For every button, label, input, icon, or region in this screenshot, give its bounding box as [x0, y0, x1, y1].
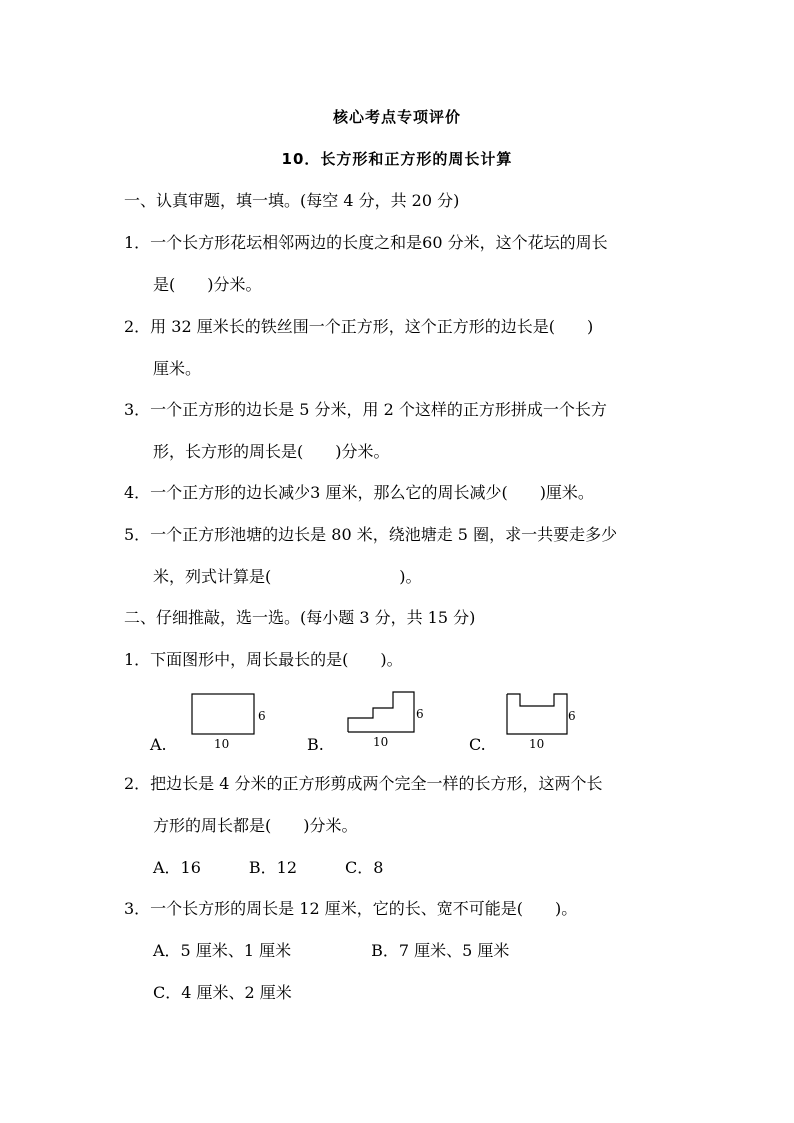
section-title: 10．长方形和正方形的周长计算 [281, 150, 513, 168]
s1-question-3-line2: 形，长方形的周长是( )分米。 [153, 442, 390, 461]
figure-c-notched-shape [502, 690, 587, 752]
s1-question-2-line2: 厘米。 [153, 359, 202, 378]
s2-question-3-options-ab: A．5 厘米、1 厘米 B．7 厘米、5 厘米 [153, 941, 510, 960]
s1-question-1-line1: 1．一个长方形花坛相邻两边的长度之和是60 分米，这个花坛的周长 [124, 233, 608, 252]
s2-question-3-option-c: C．4 厘米、2 厘米 [153, 983, 292, 1002]
s2-question-2-line1: 2．把边长是 4 分米的正方形剪成两个完全一样的长方形，这两个长 [124, 774, 603, 793]
figure-a-rectangle [186, 690, 271, 752]
s2-question-2-line2: 方形的周长都是( )分米。 [153, 816, 358, 835]
figure-c-height-label: 6 [568, 709, 576, 723]
s2-question-3: 3．一个长方形的周长是 12 厘米，它的长、宽不可能是( )。 [124, 899, 578, 918]
s2-question-1: 1．下面图形中，周长最长的是( )。 [124, 650, 403, 669]
figure-a-width-label: 10 [214, 737, 230, 751]
option-c-label: C. [469, 735, 486, 754]
section2-heading: 二、仔细推敲，选一选。(每小题 3 分，共 15 分) [124, 608, 476, 627]
section1-heading: 一、认真审题，填一填。(每空 4 分，共 20 分) [124, 191, 460, 210]
option-a-label: A. [150, 735, 167, 754]
s2-question-2-options: A．16 B．12 C．8 [153, 858, 384, 877]
figure-a-height-label: 6 [258, 709, 266, 723]
option-b-label: B. [307, 735, 324, 754]
figure-b-height-label: 6 [416, 707, 424, 721]
s1-question-4: 4．一个正方形的边长减少3 厘米，那么它的周长减少( )厘米。 [124, 483, 594, 502]
s1-question-5-line1: 5．一个正方形池塘的边长是 80 米，绕池塘走 5 圈，求一共要走多少 [124, 525, 618, 544]
s1-question-2-line1: 2．用 32 厘米长的铁丝围一个正方形，这个正方形的边长是( ) [124, 317, 594, 336]
figure-b-width-label: 10 [373, 735, 389, 749]
s1-question-3-line1: 3．一个正方形的边长是 5 分米，用 2 个这样的正方形拼成一个长方 [124, 400, 607, 419]
figure-c-width-label: 10 [529, 737, 545, 751]
page-title: 核心考点专项评价 [332, 108, 461, 126]
s1-question-5-line2: 米，列式计算是( )。 [153, 567, 422, 586]
s1-question-1-line2: 是( )分米。 [153, 275, 262, 294]
figure-b-stepped-shape [343, 688, 433, 750]
